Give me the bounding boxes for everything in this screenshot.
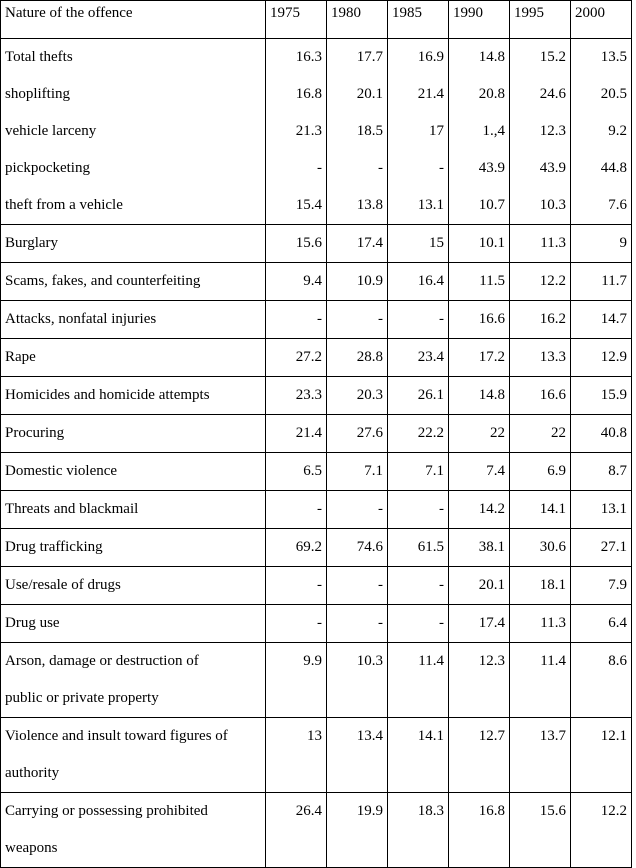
value: 10.3 [539, 197, 566, 213]
value-cell-2000 [571, 793, 632, 868]
blank-line [514, 680, 566, 717]
header-year-1995: 1995 [510, 1, 571, 39]
offence-name: Attacks, nonfatal injuries [5, 311, 157, 327]
value-cell-1975 [266, 415, 327, 453]
value: 19.9 [356, 803, 383, 819]
table-header [1, 1, 632, 39]
value: 12.9 [600, 349, 627, 365]
value-cell-2000 [571, 718, 632, 793]
header-row [1, 1, 632, 39]
value: 18.3 [417, 803, 444, 819]
value-cell-1985 [388, 529, 449, 567]
value-cell-1985 [388, 39, 449, 225]
value: 12.3 [478, 653, 505, 669]
value: 12.2 [600, 803, 627, 819]
value: 17.7 [356, 49, 383, 65]
value: 43.9 [478, 160, 505, 176]
blank-line [514, 755, 566, 792]
value: 17.2 [478, 349, 505, 365]
offence-name: vehicle larceny [5, 123, 97, 139]
value-cell-1985 [388, 339, 449, 377]
value: 27.6 [356, 425, 383, 441]
value-cell-1985 [388, 605, 449, 643]
offence-name: Domestic violence [5, 463, 118, 479]
blank-line [575, 755, 627, 792]
blank-line [270, 830, 322, 867]
value-cell-1995 [510, 225, 571, 263]
value: 12.3 [539, 123, 566, 139]
value-cell-1990 [449, 529, 510, 567]
value: 28.8 [356, 349, 383, 365]
value: 13.1 [600, 501, 627, 517]
value-cell-1980 [327, 301, 388, 339]
value-cell-1980 [327, 718, 388, 793]
table-row [1, 605, 632, 643]
value: 7.1 [425, 463, 444, 479]
value-cell-1985 [388, 225, 449, 263]
value: 18.5 [356, 123, 383, 139]
value: 11.5 [479, 273, 505, 289]
value-cell-2000 [571, 605, 632, 643]
value: 23.4 [417, 349, 444, 365]
value-cell-1990 [449, 718, 510, 793]
offence-name: Violence and insult toward figures of [5, 728, 228, 744]
value: - [317, 160, 322, 176]
value: 20.3 [356, 387, 383, 403]
value-cell-1995 [510, 793, 571, 868]
value: 15.2 [539, 49, 566, 65]
value-cell-1995 [510, 377, 571, 415]
value: - [378, 577, 383, 593]
value: 20.1 [478, 577, 505, 593]
value-cell-1975 [266, 225, 327, 263]
value: 12.1 [600, 728, 627, 744]
offence-name: Threats and blackmail [5, 501, 139, 517]
value-cell-1985 [388, 793, 449, 868]
value: 13 [307, 728, 322, 744]
value-cell-2000 [571, 301, 632, 339]
blank-line [331, 830, 383, 867]
offence-name: Drug trafficking [5, 539, 103, 555]
offence-name-cell [1, 377, 266, 415]
offence-name: Scams, fakes, and counterfeiting [5, 273, 201, 289]
header-year-2000: 2000 [571, 1, 632, 39]
value-cell-1990 [449, 263, 510, 301]
value: 43.9 [539, 160, 566, 176]
value-cell-1990 [449, 453, 510, 491]
value-cell-1990 [449, 491, 510, 529]
table-row [1, 339, 632, 377]
value: 16.4 [417, 273, 444, 289]
value: 6.9 [547, 463, 566, 479]
value: - [317, 577, 322, 593]
value-cell-2000 [571, 263, 632, 301]
value-cell-1990 [449, 377, 510, 415]
value: 26.4 [295, 803, 322, 819]
value: 14.8 [478, 387, 505, 403]
value: 7.6 [608, 197, 627, 213]
value: 14.2 [478, 501, 505, 517]
value: 61.5 [417, 539, 444, 555]
value: 21.4 [295, 425, 322, 441]
value: 69.2 [295, 539, 322, 555]
value-cell-1980 [327, 567, 388, 605]
value: 10.1 [478, 235, 505, 251]
value-cell-1990 [449, 301, 510, 339]
table-row [1, 643, 632, 718]
value-cell-1980 [327, 605, 388, 643]
offence-name: authority [5, 765, 60, 781]
value-cell-1985 [388, 643, 449, 718]
value-cell-1995 [510, 415, 571, 453]
offence-name: Rape [5, 349, 36, 365]
value-cell-1995 [510, 453, 571, 491]
value: 9 [619, 235, 627, 251]
value: 11.4 [418, 653, 444, 669]
offence-name: pickpocketing [5, 160, 90, 176]
value-cell-1995 [510, 39, 571, 225]
value-cell-1995 [510, 491, 571, 529]
blank-line [575, 680, 627, 717]
value-cell-1985 [388, 718, 449, 793]
value: 10.7 [478, 197, 505, 213]
value: 27.2 [295, 349, 322, 365]
value: 13.1 [417, 197, 444, 213]
value-cell-1975 [266, 718, 327, 793]
value-cell-2000 [571, 529, 632, 567]
value-cell-1985 [388, 491, 449, 529]
value-cell-2000 [571, 643, 632, 718]
offence-name-cell [1, 453, 266, 491]
value-cell-1980 [327, 453, 388, 491]
value: - [439, 501, 444, 517]
value: 44.8 [600, 160, 627, 176]
value: 7.4 [486, 463, 505, 479]
value: - [378, 160, 383, 176]
value-cell-1985 [388, 263, 449, 301]
value-cell-1975 [266, 643, 327, 718]
blank-line [331, 755, 383, 792]
value: 14.7 [600, 311, 627, 327]
value: 30.6 [539, 539, 566, 555]
value: 10.9 [356, 273, 383, 289]
value: 14.1 [539, 501, 566, 517]
value: 17.4 [478, 615, 505, 631]
value: 11.4 [540, 653, 566, 669]
offence-name: shoplifting [5, 86, 71, 102]
value-cell-1980 [327, 529, 388, 567]
value-cell-1980 [327, 377, 388, 415]
value-cell-1980 [327, 793, 388, 868]
offence-name: public or private property [5, 690, 159, 706]
value-cell-1975 [266, 529, 327, 567]
value: 7.9 [608, 577, 627, 593]
value: 6.4 [608, 615, 627, 631]
value: 14.1 [417, 728, 444, 744]
value-cell-1995 [510, 605, 571, 643]
value-cell-2000 [571, 225, 632, 263]
blank-line [270, 680, 322, 717]
value: 13.7 [539, 728, 566, 744]
value: 18.1 [539, 577, 566, 593]
value-cell-1995 [510, 567, 571, 605]
value-cell-1995 [510, 301, 571, 339]
table-row [1, 793, 632, 868]
offence-name-cell [1, 567, 266, 605]
value: - [378, 615, 383, 631]
value: 11.7 [601, 273, 627, 289]
value-cell-1990 [449, 605, 510, 643]
value: 1.,4 [482, 123, 505, 139]
value-cell-1975 [266, 491, 327, 529]
offence-name: Homicides and homicide attempts [5, 387, 210, 403]
value-cell-1975 [266, 39, 327, 225]
offence-name: weapons [5, 840, 58, 856]
offence-name: Burglary [5, 235, 59, 251]
value-cell-2000 [571, 39, 632, 225]
value: 16.8 [295, 86, 322, 102]
value: 16.6 [478, 311, 505, 327]
value: 8.6 [608, 653, 627, 669]
offence-name: Procuring [5, 425, 65, 441]
value-cell-2000 [571, 453, 632, 491]
value: 23.3 [295, 387, 322, 403]
value: 14.8 [478, 49, 505, 65]
value-cell-1995 [510, 263, 571, 301]
table-row [1, 301, 632, 339]
value: 11.3 [540, 615, 566, 631]
value: 13.5 [600, 49, 627, 65]
value: 13.4 [356, 728, 383, 744]
blank-line [575, 830, 627, 867]
value: 15.6 [539, 803, 566, 819]
value-cell-1980 [327, 39, 388, 225]
value-cell-2000 [571, 415, 632, 453]
offence-name: Carrying or possessing prohibited [5, 803, 208, 819]
value: - [317, 311, 322, 327]
value-cell-1975 [266, 301, 327, 339]
table-row [1, 529, 632, 567]
blank-line [514, 830, 566, 867]
value: 12.2 [539, 273, 566, 289]
value: - [439, 160, 444, 176]
value-cell-1975 [266, 377, 327, 415]
table-row [1, 453, 632, 491]
value: 21.4 [417, 86, 444, 102]
value: 17 [429, 123, 444, 139]
offence-name-cell [1, 718, 266, 793]
header-year-1985: 1985 [388, 1, 449, 39]
offence-name-cell [1, 643, 266, 718]
offence-name-cell [1, 263, 266, 301]
value-cell-1985 [388, 377, 449, 415]
value-cell-1980 [327, 491, 388, 529]
value-cell-1980 [327, 643, 388, 718]
value-cell-1990 [449, 339, 510, 377]
value-cell-1995 [510, 718, 571, 793]
table-row [1, 415, 632, 453]
value-cell-1975 [266, 567, 327, 605]
value: 15 [429, 235, 444, 251]
value: 24.6 [539, 86, 566, 102]
value-cell-1980 [327, 225, 388, 263]
value: 20.1 [356, 86, 383, 102]
value: 15.9 [600, 387, 627, 403]
value: 15.6 [295, 235, 322, 251]
table-row [1, 39, 632, 225]
blank-line [453, 680, 505, 717]
header-year-1990: 1990 [449, 1, 510, 39]
value: 13.8 [356, 197, 383, 213]
value-cell-1975 [266, 453, 327, 491]
value-cell-2000 [571, 567, 632, 605]
value-cell-1990 [449, 415, 510, 453]
value: 9.9 [303, 653, 322, 669]
blank-line [453, 830, 505, 867]
value: 16.9 [417, 49, 444, 65]
blank-line [392, 680, 444, 717]
value: 20.8 [478, 86, 505, 102]
table-row [1, 377, 632, 415]
offence-name-cell [1, 339, 266, 377]
value: - [439, 311, 444, 327]
value: 27.1 [600, 539, 627, 555]
value: 21.3 [295, 123, 322, 139]
offence-name-cell [1, 415, 266, 453]
offence-name-cell [1, 301, 266, 339]
offence-name: theft from a vehicle [5, 197, 123, 213]
offence-name: Drug use [5, 615, 60, 631]
blank-line [270, 755, 322, 792]
value: - [439, 577, 444, 593]
value: - [317, 615, 322, 631]
value: - [378, 311, 383, 327]
blank-line [392, 755, 444, 792]
value: 7.1 [364, 463, 383, 479]
value: 22 [551, 425, 566, 441]
value-cell-1980 [327, 339, 388, 377]
offence-name: Use/resale of drugs [5, 577, 121, 593]
value: 22.2 [417, 425, 444, 441]
value-cell-1990 [449, 643, 510, 718]
value-cell-1975 [266, 793, 327, 868]
value: - [317, 501, 322, 517]
value-cell-2000 [571, 377, 632, 415]
value: 74.6 [356, 539, 383, 555]
value: 22 [490, 425, 505, 441]
blank-line [453, 755, 505, 792]
table-row [1, 491, 632, 529]
offence-name-cell [1, 605, 266, 643]
value-cell-1980 [327, 263, 388, 301]
value: - [439, 615, 444, 631]
value: 12.7 [478, 728, 505, 744]
value-cell-1995 [510, 643, 571, 718]
blank-line [392, 830, 444, 867]
value: 9.2 [608, 123, 627, 139]
table-row [1, 225, 632, 263]
table-row [1, 567, 632, 605]
value: 40.8 [600, 425, 627, 441]
value: 20.5 [600, 86, 627, 102]
value: 16.6 [539, 387, 566, 403]
offence-name: Total thefts [5, 49, 73, 65]
offence-name-cell [1, 529, 266, 567]
table-row [1, 718, 632, 793]
value-cell-1985 [388, 415, 449, 453]
offence-name-cell [1, 793, 266, 868]
value-cell-1995 [510, 529, 571, 567]
offence-name-cell [1, 39, 266, 225]
table-body [1, 39, 632, 868]
value: 38.1 [478, 539, 505, 555]
value-cell-1975 [266, 605, 327, 643]
value-cell-2000 [571, 491, 632, 529]
value-cell-1985 [388, 301, 449, 339]
header-year-1975: 1975 [266, 1, 327, 39]
blank-line [331, 680, 383, 717]
value: - [378, 501, 383, 517]
header-nature-of-offence: Nature of the offence [1, 1, 266, 39]
value-cell-1995 [510, 339, 571, 377]
value: 17.4 [356, 235, 383, 251]
value: 9.4 [303, 273, 322, 289]
value: 15.4 [295, 197, 322, 213]
table-row [1, 263, 632, 301]
value-cell-2000 [571, 339, 632, 377]
value: 16.3 [295, 49, 322, 65]
header-year-1980: 1980 [327, 1, 388, 39]
value: 16.8 [478, 803, 505, 819]
offence-name-cell [1, 491, 266, 529]
value: 26.1 [417, 387, 444, 403]
value: 8.7 [608, 463, 627, 479]
value: 10.3 [356, 653, 383, 669]
value-cell-1990 [449, 225, 510, 263]
value-cell-1985 [388, 453, 449, 491]
offence-name: Arson, damage or destruction of [5, 653, 199, 669]
value-cell-1990 [449, 567, 510, 605]
value-cell-1990 [449, 793, 510, 868]
value: 13.3 [539, 349, 566, 365]
value-cell-1990 [449, 39, 510, 225]
value-cell-1980 [327, 415, 388, 453]
offence-name-cell [1, 225, 266, 263]
value: 11.3 [540, 235, 566, 251]
value-cell-1975 [266, 263, 327, 301]
value-cell-1975 [266, 339, 327, 377]
value-cell-1985 [388, 567, 449, 605]
value: 6.5 [303, 463, 322, 479]
value: 16.2 [539, 311, 566, 327]
